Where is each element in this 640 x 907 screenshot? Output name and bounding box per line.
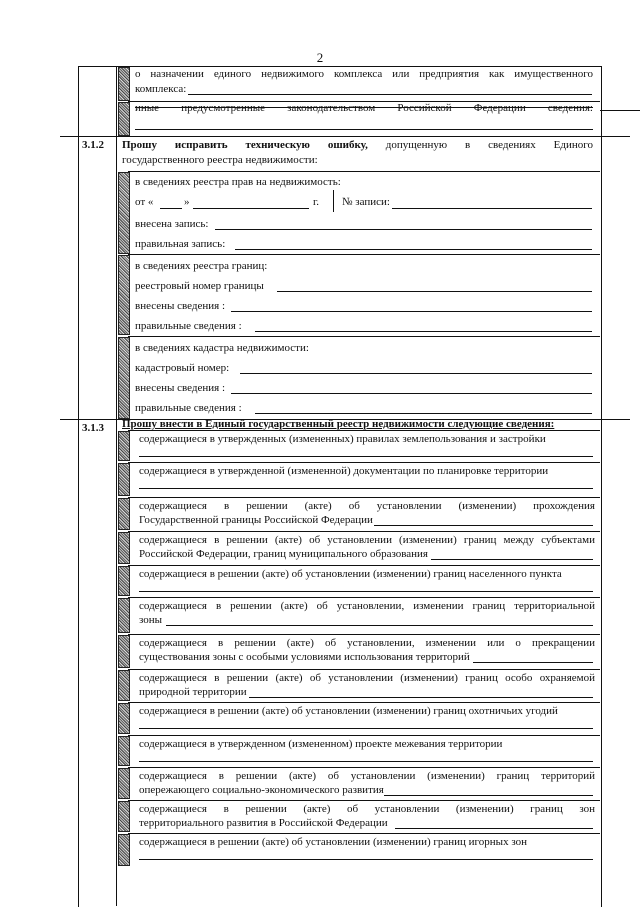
rights-title: в сведениях реестра прав на недвижимость: — [135, 176, 341, 188]
margin-line — [600, 110, 640, 111]
item-divider — [128, 735, 600, 736]
rights-entered-label: внесена запись: — [135, 218, 209, 230]
item-line2: территориального развития в Российской Федерации — [139, 817, 388, 829]
item-line1: содержащиеся в решении (акте) об установлении (изменении) границ охотничьих угодий — [139, 705, 558, 717]
item-line1: содержащиеся в утвержденных (измененных) правилах землепользования и застройки — [139, 433, 546, 445]
item-field[interactable] — [374, 525, 593, 526]
rights-correct-label: правильная запись: — [135, 238, 226, 250]
item-line1: содержащиеся в решении (акте) об установлении (изменении) прохождения — [139, 500, 595, 512]
item-line1: содержащиеся в решении (акте) об установлении (изменении) границ особо охраняемой — [139, 672, 595, 684]
cadastre-correct-label: правильные сведения : — [135, 402, 242, 414]
checkbox-item-3[interactable] — [118, 498, 130, 530]
checkbox-item-4[interactable] — [118, 532, 130, 564]
item-line1: содержащиеся в решении (акте) об установлении (изменении) границ зон — [139, 803, 595, 815]
other-info-label: иные предусмотренные законодательством Российской Федерации сведения: — [135, 102, 593, 114]
section-312-lead-line2: государственного реестра недвижимости: — [122, 154, 318, 166]
item-field[interactable] — [139, 761, 593, 762]
item-divider — [128, 669, 600, 670]
item-divider — [128, 800, 600, 801]
section-312-lead-rest: допущенную в сведениях Единого — [367, 139, 593, 151]
checkbox-item-7[interactable] — [118, 635, 130, 668]
borders-entered-field[interactable] — [231, 311, 592, 312]
borders-title: в сведениях реестра границ: — [135, 260, 268, 272]
cadastre-correct-field[interactable] — [255, 413, 592, 414]
section-312-lead — [122, 139, 593, 152]
page-number: 2 — [316, 50, 324, 65]
item-divider — [128, 531, 600, 532]
checkbox-item-8[interactable] — [118, 670, 130, 701]
item-field[interactable] — [139, 488, 593, 489]
checkbox-item-6[interactable] — [118, 598, 130, 633]
rights-entered-field[interactable] — [215, 229, 592, 230]
item-field[interactable] — [139, 591, 593, 592]
section-312-number: 3.1.2 — [82, 139, 104, 151]
item-line1: содержащиеся в решении (акте) об установлении (изменении) границ игорных зон — [139, 836, 527, 848]
item-line2: природной территории — [139, 686, 247, 698]
item-divider — [128, 430, 600, 431]
rights-from-mid: » — [184, 196, 190, 208]
item-field[interactable] — [431, 559, 593, 560]
item-line1: содержащиеся в решении (акте) об установлении (изменении) границ между субъектами — [139, 534, 595, 546]
item-field[interactable] — [139, 728, 593, 729]
item-field[interactable] — [249, 697, 593, 698]
checkbox-item-13[interactable] — [118, 834, 130, 866]
borders-entered-label: внесены сведения : — [135, 300, 226, 312]
section-313-number: 3.1.3 — [82, 422, 104, 434]
rights-record-no: № записи: — [342, 196, 390, 208]
item-field[interactable] — [139, 859, 593, 860]
item-field[interactable] — [395, 828, 593, 829]
item-line2: зоны — [139, 614, 163, 626]
borders-reg-number-label: реестровый номер границы — [135, 280, 264, 292]
item-divider — [128, 634, 600, 635]
rights-year-suffix: г. — [313, 196, 320, 208]
item-field[interactable] — [384, 795, 593, 796]
rights-month-field[interactable] — [193, 208, 309, 209]
item-field[interactable] — [166, 625, 593, 626]
rights-record-field[interactable] — [392, 208, 592, 209]
cadastre-number-field[interactable] — [240, 373, 592, 374]
section-313-title: Прошу внести в Единый государственный реестр недвижимости следующие сведения: — [122, 418, 555, 430]
checkbox-item-11[interactable] — [118, 768, 130, 799]
item-divider — [128, 702, 600, 703]
checkbox-other-info[interactable] — [118, 102, 130, 136]
complex-purpose-line1: о назначении единого недвижимого комплекса или предприятия как имущественного — [135, 68, 593, 80]
checkbox-item-12[interactable] — [118, 801, 130, 832]
rights-from-prefix: от « — [135, 196, 154, 208]
number-column — [78, 66, 117, 906]
complex-purpose-field[interactable] — [188, 94, 592, 95]
checkbox-cadastre[interactable] — [118, 337, 130, 419]
item-field[interactable] — [473, 662, 593, 663]
item-field[interactable] — [139, 456, 593, 457]
item-line1: содержащиеся в решении (акте) об установлении, изменении границ территориальной — [139, 600, 595, 612]
item-line1: содержащиеся в решении (акте) об установлении (изменении) границ населенного пункта — [139, 568, 562, 580]
complex-purpose-line2: комплекса: — [135, 83, 187, 95]
item-divider — [128, 767, 600, 768]
checkbox-item-10[interactable] — [118, 736, 130, 766]
item-line1: содержащиеся в решении (акте) об установлении (изменении) границ территорий — [139, 770, 595, 782]
rights-separator — [333, 190, 334, 212]
section-divider — [60, 136, 630, 137]
item-line1: содержащиеся в решении (акте) об установлении, изменении или о прекращении — [139, 637, 595, 649]
section-312-lead-bold: Прошу исправить техническую ошибку, — [122, 139, 368, 151]
cadastre-title: в сведениях кадастра недвижимости: — [135, 342, 309, 354]
cadastre-entered-field[interactable] — [231, 393, 592, 394]
item-divider — [128, 462, 600, 463]
cadastre-number-label: кадастровый номер: — [135, 362, 230, 374]
checkbox-borders-registry[interactable] — [118, 255, 130, 335]
checkbox-item-1[interactable] — [118, 431, 130, 461]
item-line2: существования зоны с особыми условиями использования территорий — [139, 651, 470, 663]
checkbox-item-9[interactable] — [118, 703, 130, 734]
item-line2: опережающего социально-экономического развития — [139, 784, 384, 796]
checkbox-item-5[interactable] — [118, 566, 130, 596]
item-line2: Российской Федерации, границ муниципального образования — [139, 548, 428, 560]
rights-correct-field[interactable] — [235, 249, 592, 250]
rights-day-field[interactable] — [160, 208, 182, 209]
item-line2: Государственной границы Российской Федерации — [139, 514, 373, 526]
item-divider — [128, 565, 600, 566]
item-divider — [128, 833, 600, 834]
checkbox-item-2[interactable] — [118, 463, 130, 496]
checkbox-rights-registry[interactable] — [118, 172, 130, 254]
item-divider — [128, 597, 600, 598]
item-line1: содержащиеся в утвержденном (измененном) проекте межевания территории — [139, 738, 503, 750]
borders-reg-number-field[interactable] — [277, 291, 592, 292]
cadastre-entered-label: внесены сведения : — [135, 382, 226, 394]
item-line1: содержащиеся в утвержденной (измененной) документации по планировке территории — [139, 465, 549, 477]
other-info-field[interactable] — [135, 129, 593, 130]
item-divider — [128, 497, 600, 498]
borders-correct-field[interactable] — [255, 331, 592, 332]
checkbox-complex-purpose[interactable] — [118, 67, 130, 101]
borders-correct-label: правильные сведения : — [135, 320, 242, 332]
